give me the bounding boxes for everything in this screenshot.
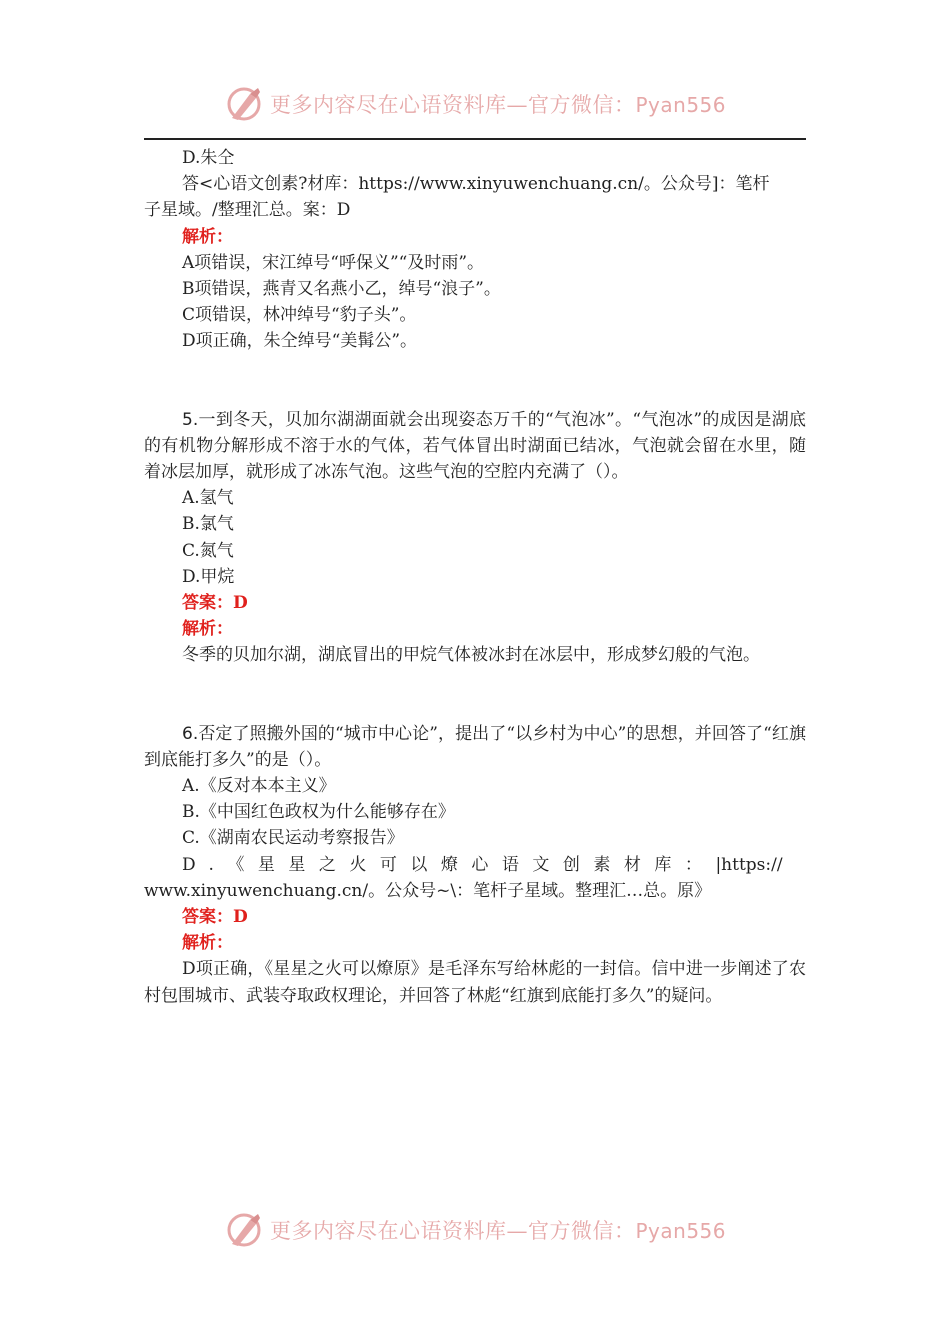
q4-analysis-a: A项错误，宋江绰号“呼保义”“及时雨”。 [182, 252, 485, 273]
q5-option-b: B.氯气 [182, 514, 234, 535]
q5-option-d: D.甲烷 [182, 566, 235, 587]
q5-answer: 答案：D [182, 593, 248, 614]
header-banner [0, 82, 950, 126]
q4-analysis-c: C项错误，林冲绰号“豹子头”。 [182, 305, 417, 326]
pen-nib-logo-icon [224, 84, 264, 124]
q6-option-d-cont: www.xinyuwenchuang.cn/。公众号~\：笔杆子星域。整理汇…总。原》 [144, 880, 712, 901]
pen-nib-logo-icon [224, 1210, 264, 1250]
q6-option-b: B.《中国红色政权为什么能够存在》 [182, 802, 455, 823]
q4-analysis-b: B项错误，燕青又名燕小乙，绰号“浪子”。 [182, 279, 501, 300]
q6-option-a: A.《反对本本主义》 [182, 776, 336, 797]
q6-analysis-label: 解析： [182, 933, 233, 954]
q6-option-c: C.《湖南农民运动考察报告》 [182, 828, 404, 849]
footer-banner [0, 1208, 950, 1252]
document-body [144, 145, 806, 1009]
banner-text: 更多内容尽在心语资料库—官方微信：Pyan556 [269, 93, 726, 117]
q5-option-c: C.氮气 [182, 540, 234, 561]
q4-answer-line-cont: 子星域。/整理汇总。案：D [144, 200, 351, 221]
q5-stem: 5.一到冬天，贝加尔湖湖面就会出现姿态万千的“气泡冰”。“气泡冰”的成因是湖底的有机物分解形成不溶于水的气体，若气体冒出时湖面已结冰，气泡就会留在水里，随着冰层加厚，就形成了冰冻气泡。这些气泡的空腔内充满了（）。 [144, 409, 806, 483]
q6-stem: 6.否定了照搬外国的“城市中心论”，提出了“以乡村为中心”的思想，并回答了“红旗到底能打多久”的是（）。 [144, 723, 806, 770]
q6-option-d: D.《星星之火可以燎心语文创素材库：|https:// [182, 854, 783, 875]
q6-answer: 答案：D [182, 907, 248, 928]
q5-option-a: A.氢气 [182, 488, 234, 509]
q5-analysis: 冬季的贝加尔湖，湖底冒出的甲烷气体被冰封在冰层中，形成梦幻般的气泡。 [182, 645, 760, 666]
q6-analysis: D项正确，《星星之火可以燎原》是毛泽东写给林彪的一封信。信中进一步阐述了农村包围城市、武装夺取政权理论，并回答了林彪“红旗到底能打多久”的疑问。 [144, 959, 806, 1006]
header-divider [144, 138, 806, 140]
q4-analysis-label: 解析： [182, 226, 233, 247]
banner-text: 更多内容尽在心语资料库—官方微信：Pyan556 [269, 1219, 726, 1243]
q4-answer-line: 答<心语文创素?材库：https://www.xinyuwenchuang.cn/。公众号]：笔杆 [182, 174, 770, 195]
q4-option-d: D.朱仝 [182, 148, 235, 168]
q4-analysis-d: D项正确，朱仝绰号“美髯公”。 [182, 331, 418, 352]
q5-analysis-label: 解析： [182, 619, 233, 640]
